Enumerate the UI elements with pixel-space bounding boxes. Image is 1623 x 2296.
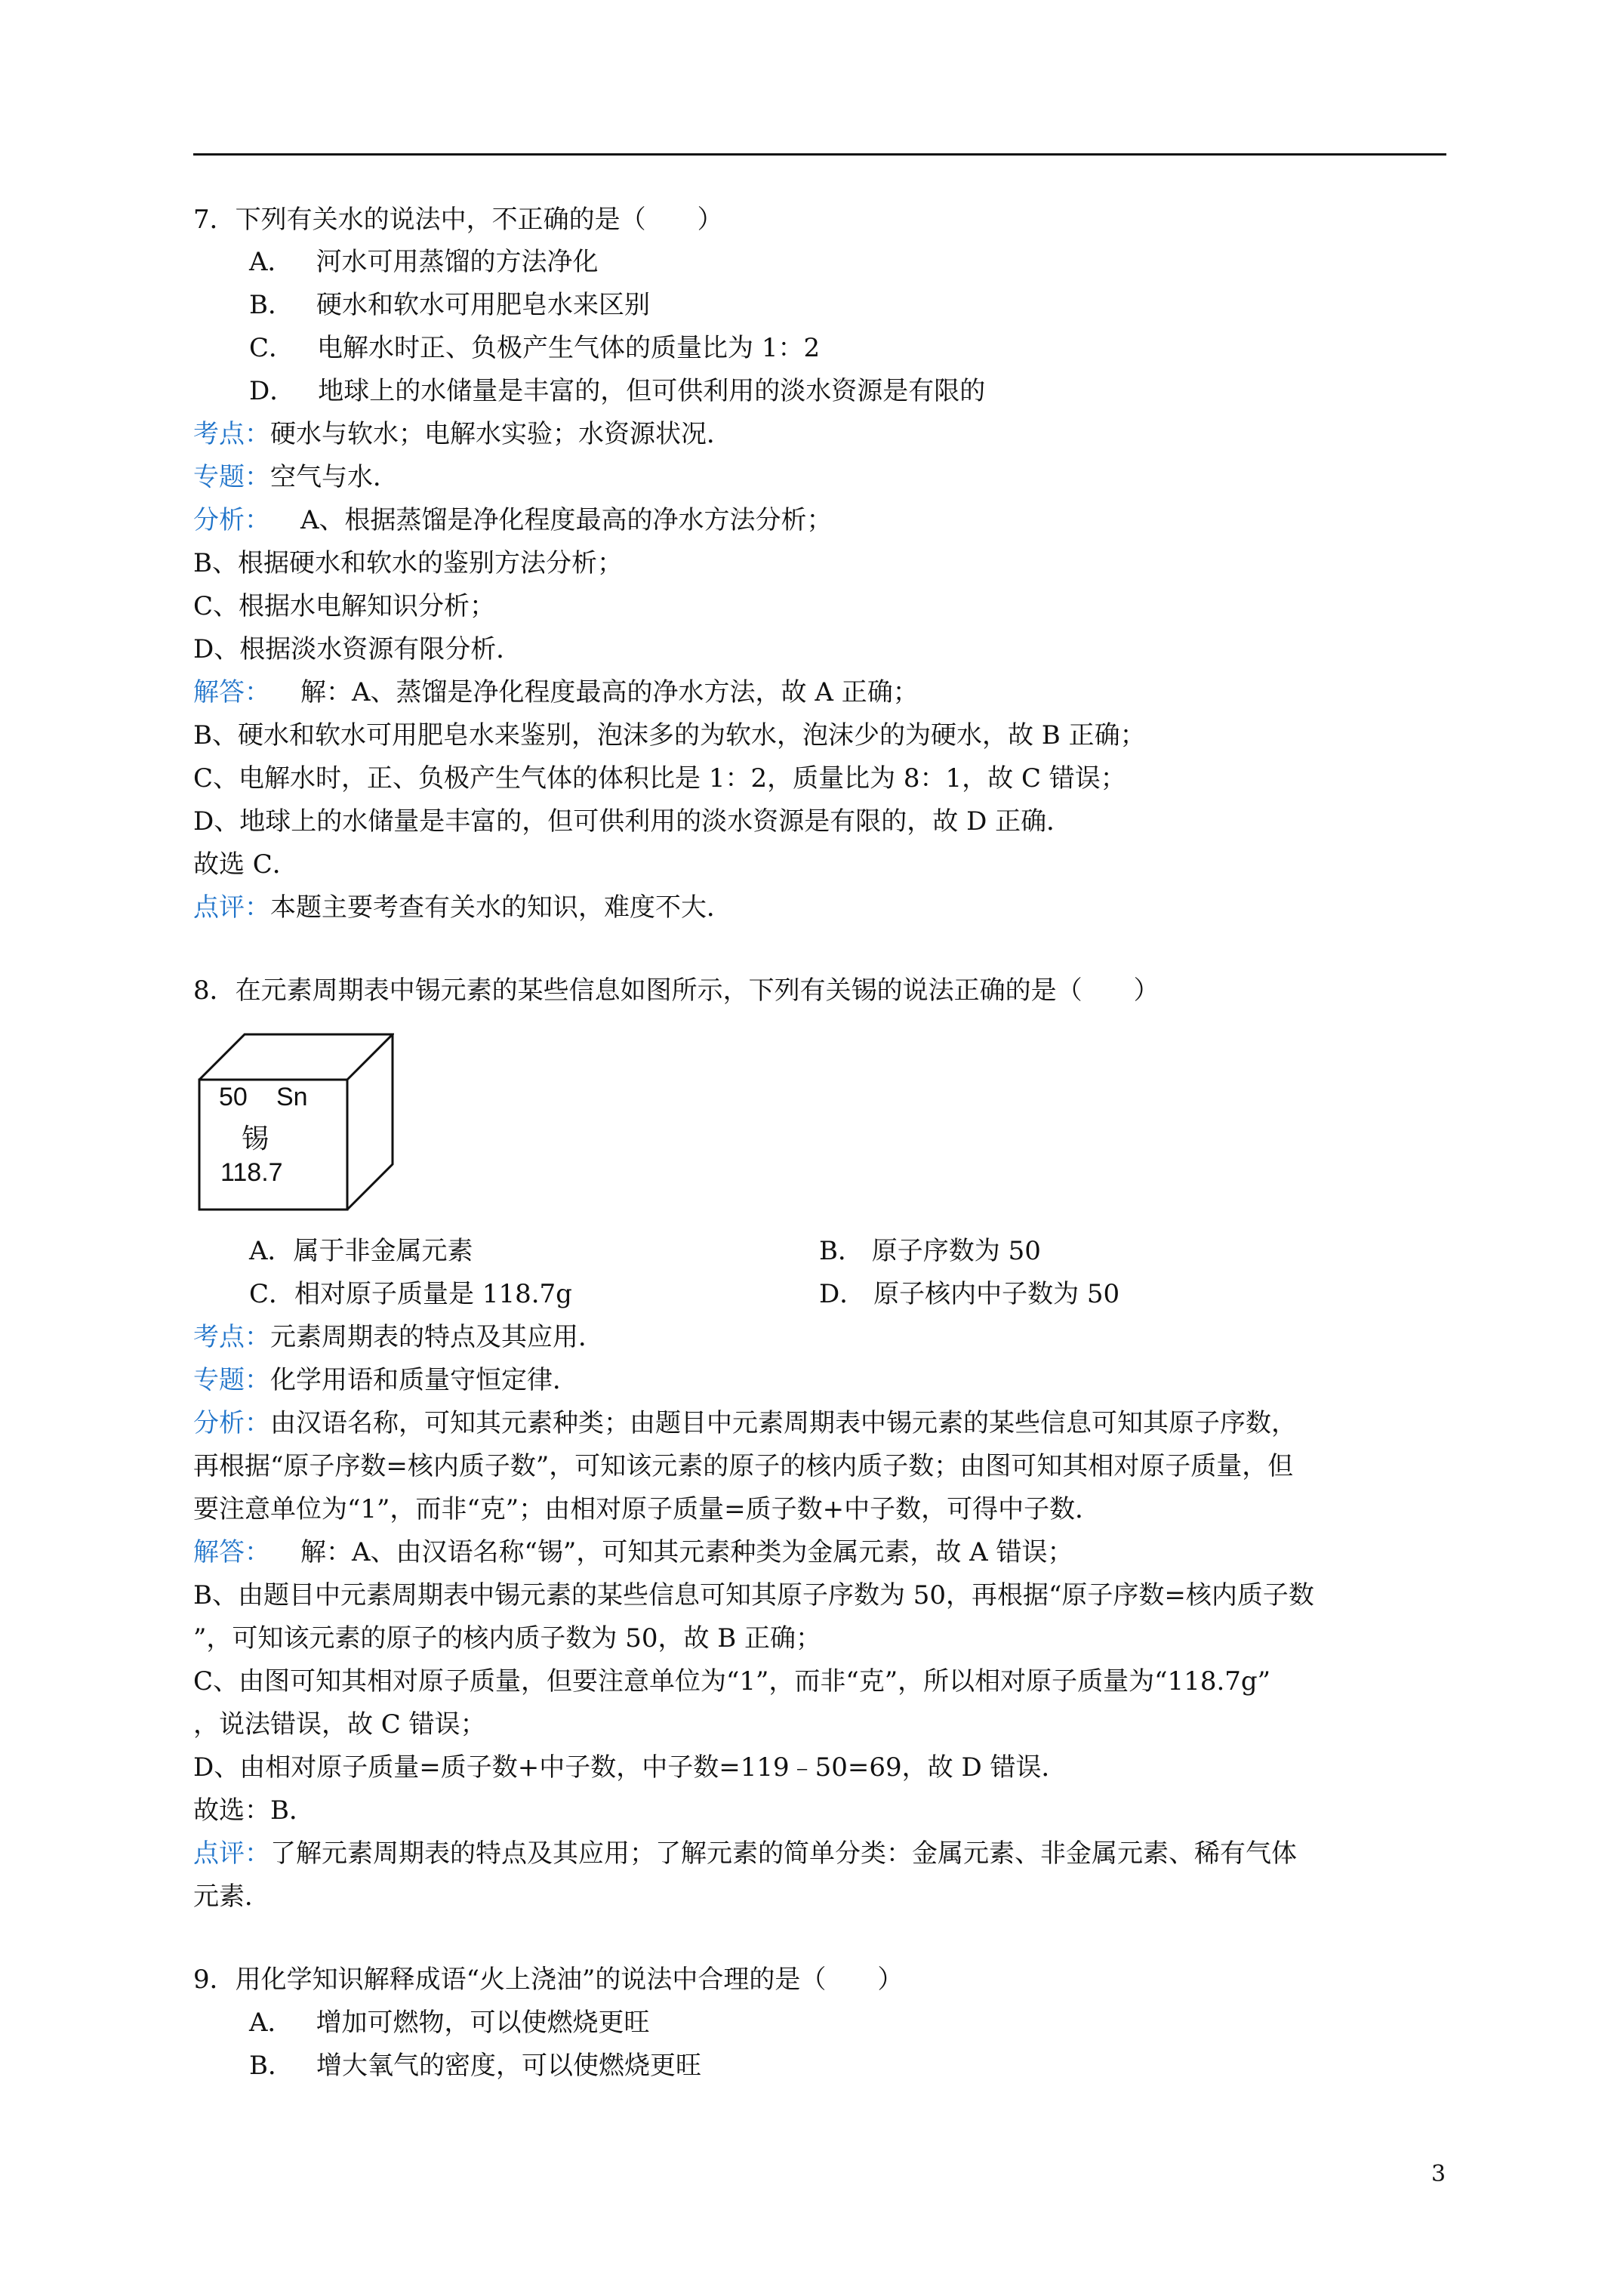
q7-zhuanti: 专题：空气与水． [193, 462, 399, 492]
jieda-label: 解答： [193, 677, 270, 707]
tin-element-cell [198, 1033, 394, 1211]
q8-zhuanti: 专题：化学用语和质量守恒定律． [193, 1365, 578, 1395]
q9-stem: 9．用化学知识解释成语“火上浇油”的说法中合理的是（ ） [193, 1965, 904, 1995]
q8-jieda-line: B、由题目中元素周期表中锡元素的某些信息可知其原子序数为 50，再根据“原子序数=核内质子数 [193, 1580, 1314, 1610]
q8-jieda: 解答： 解：A、由汉语名称“锡”，可知其元素种类为金属元素，故 A 错误； [193, 1537, 1073, 1567]
q7-stem: 7．下列有关水的说法中，不正确的是（ ） [193, 205, 723, 235]
jieda-label: 解答： [193, 1537, 270, 1567]
q7-jieda-line: D、地球上的水储量是丰富的，但可供利用的淡水资源是有限的，故 D 正确． [193, 806, 1073, 837]
dianping-label: 点评： [193, 892, 270, 923]
q8-answer: 故选：B． [193, 1795, 315, 1826]
q7-dianping: 点评：本题主要考查有关水的知识，难度不大． [193, 892, 732, 923]
q8-dianping-line: 元素． [193, 1881, 270, 1912]
q8-stem: 8．在元素周期表中锡元素的某些信息如图所示，下列有关锡的说法正确的是（ ） [193, 975, 1160, 1006]
header-rule [193, 153, 1446, 156]
q7-jieda-line: C、电解水时，正、负极产生气体的体积比是 1：2，质量比为 8：1，故 C 错误； [193, 763, 1126, 794]
fenxi-label: 分析： [193, 505, 270, 535]
q7-option-c: C． 电解水时正、负极产生气体的质量比为 1：2 [249, 333, 821, 363]
dianping-label: 点评： [193, 1838, 270, 1869]
zhuanti-label: 专题： [193, 462, 270, 492]
q9-option-b: B． 增大氧气的密度，可以使燃烧更旺 [249, 2051, 701, 2081]
q7-fenxi-line: B、根据硬水和软水的鉴别方法分析； [193, 548, 623, 578]
atomic-mass: 118.7 [220, 1158, 283, 1187]
q7-option-a: A． 河水可用蒸馏的方法净化 [249, 247, 599, 277]
zhuanti-label: 专题： [193, 1365, 270, 1395]
q7-fenxi-line: C、根据水电解知识分析； [193, 591, 496, 621]
q7-kaodian: 考点：硬水与软水；电解水实验；水资源状况． [193, 419, 732, 449]
q8-option-c: C．相对原子质量是 118.7g [249, 1279, 572, 1309]
q8-jieda-line: C、由图可知其相对原子质量，但要注意单位为“1”，而非“克”，所以相对原子质量为“118.7g” [193, 1666, 1271, 1697]
q7-option-d: D． 地球上的水储量是丰富的，但可供利用的淡水资源是有限的 [249, 376, 986, 406]
q7-jieda-line: B、硬水和软水可用肥皂水来鉴别，泡沫多的为软水，泡沫少的为硬水，故 B 正确； [193, 720, 1146, 750]
q8-jieda-line: D、由相对原子质量=质子数+中子数，中子数=119﹣50=69，故 D 错误． [193, 1752, 1067, 1783]
q8-fenxi: 分析：由汉语名称，可知其元素种类；由题目中元素周期表中锡元素的某些信息可知其原子序数， [193, 1408, 1297, 1438]
kaodian-label: 考点： [193, 419, 270, 449]
q8-option-b: B． 原子序数为 50 [819, 1236, 1041, 1266]
element-name: 锡 [242, 1123, 269, 1154]
q7-fenxi-line: D、根据淡水资源有限分析． [193, 634, 522, 664]
kaodian-label: 考点： [193, 1322, 270, 1352]
element-symbol: Sn [276, 1083, 308, 1111]
q8-jieda-line: ，说法错误，故 C 错误； [193, 1709, 486, 1740]
q8-dianping: 点评：了解元素周期表的特点及其应用；了解元素的简单分类：金属元素、非金属元素、稀有气体 [193, 1838, 1297, 1869]
q9-option-a: A． 增加可燃物，可以使燃烧更旺 [249, 2008, 650, 2038]
q8-jieda-line: ”，可知该元素的原子的核内质子数为 50，故 B 正确； [193, 1623, 822, 1653]
atomic-number: 50 [219, 1083, 248, 1111]
q7-option-b: B． 硬水和软水可用肥皂水来区别 [249, 290, 650, 320]
fenxi-label: 分析： [193, 1408, 270, 1438]
q7-jieda: 解答： 解：A、蒸馏是净化程度最高的净水方法，故 A 正确； [193, 677, 919, 707]
q8-kaodian: 考点：元素周期表的特点及其应用． [193, 1322, 604, 1352]
q8-fenxi-line: 再根据“原子序数=核内质子数”，可知该元素的原子的核内质子数；由图可知其相对原子质量，但 [193, 1451, 1294, 1481]
q7-fenxi: 分析： A、根据蒸馏是净化程度最高的净水方法分析； [193, 505, 833, 535]
q7-answer: 故选 C． [193, 849, 298, 880]
q8-fenxi-line: 要注意单位为“1”，而非“克”；由相对原子质量=质子数+中子数，可得中子数． [193, 1494, 1101, 1524]
q8-option-a: A．属于非金属元素 [249, 1236, 473, 1266]
page-number: 3 [1431, 2161, 1446, 2187]
q8-option-d: D． 原子核内中子数为 50 [819, 1279, 1120, 1309]
